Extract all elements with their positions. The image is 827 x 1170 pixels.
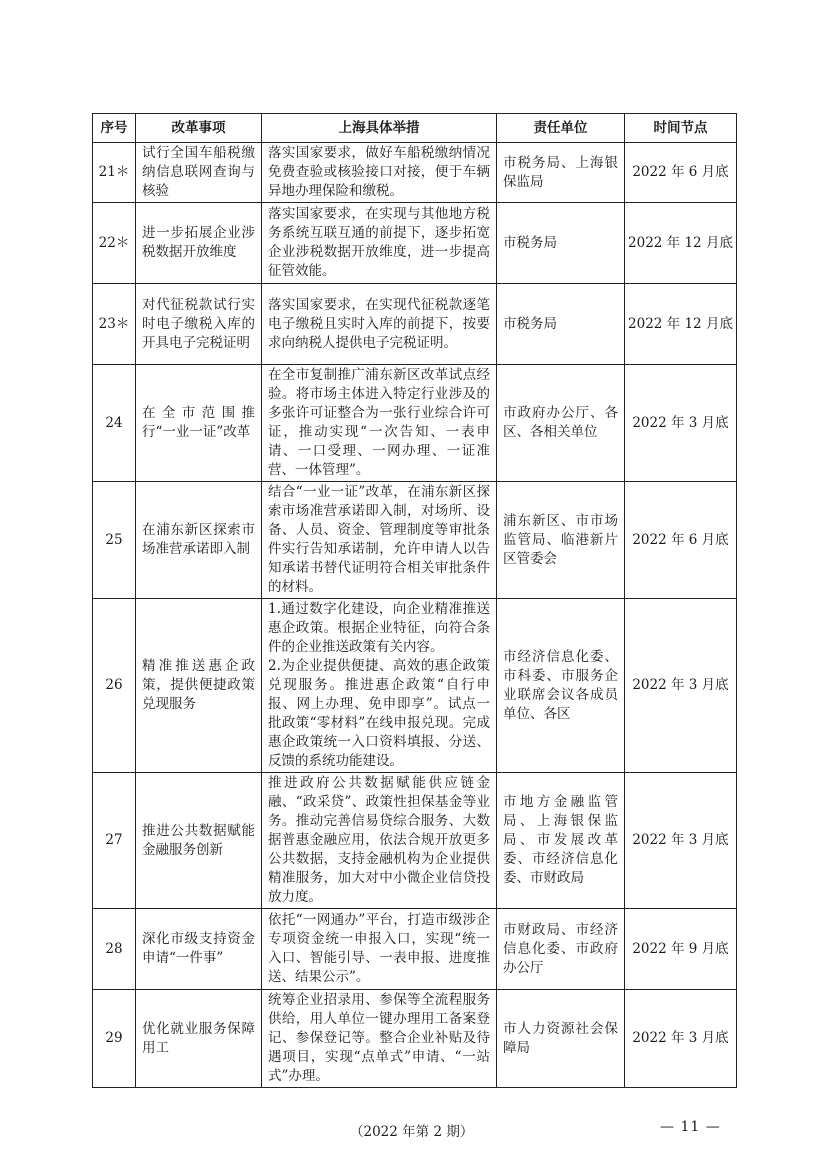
cell-responsible-unit: 市税务局 (497, 284, 625, 365)
table-row (93, 599, 737, 773)
cell-time-node: 2022 年 9 月底 (625, 909, 737, 990)
table-row (93, 284, 737, 365)
issue-label: （2022 年第 2 期） (350, 1124, 474, 1140)
page-number: — 11 — (660, 1119, 721, 1135)
table-row (93, 990, 737, 1088)
cell-serial-number: 24 (93, 365, 136, 482)
cell-responsible-unit: 浦东新区、市市场监管局、临港新片区管委会 (497, 482, 625, 599)
cell-measure: 统筹企业招录用、参保等全流程服务供给，用人单位一键办理用工备案登记、参保登记等。整合企业补贴及待遇项目，实现“点单式”申请、“一站式”办理。 (262, 990, 497, 1088)
cell-reform-item: 推进公共数据赋能金融服务创新 (136, 773, 262, 909)
cell-serial-number: 22＊ (93, 203, 136, 284)
cell-responsible-unit: 市人力资源社会保障局 (497, 990, 625, 1088)
cell-responsible-unit: 市地方金融监管局、上海银保监局、市发展改革委、市经济信息化委、市财政局 (497, 773, 625, 909)
cell-reform-item: 深化市级支持资金申请“一件事” (136, 909, 262, 990)
cell-serial-number: 23＊ (93, 284, 136, 365)
cell-time-node: 2022 年 6 月底 (625, 143, 737, 203)
cell-responsible-unit: 市政府办公厅、各区、各相关单位 (497, 365, 625, 482)
cell-time-node: 2022 年 12 月底 (625, 284, 737, 365)
cell-measure: 结合“一业一证”改革，在浦东新区探索市场准营承诺即入制，对场所、设备、人员、资金、管理制度等审批条件实行告知承诺制，允许申请人以告知承诺书替代证明符合相关审批条件的材料。 (262, 482, 497, 599)
cell-responsible-unit: 市税务局 (497, 203, 625, 284)
table-row (93, 365, 737, 482)
cell-reform-item: 在浦东新区探索市场准营承诺即入制 (136, 482, 262, 599)
cell-reform-item: 在全市范围推行“一业一证”改革 (136, 365, 262, 482)
header-time-node: 时间节点 (625, 114, 737, 143)
table-row (93, 482, 737, 599)
cell-time-node: 2022 年 12 月底 (625, 203, 737, 284)
cell-reform-item: 对代征税款试行实时电子缴税入库的开具电子完税证明 (136, 284, 262, 365)
cell-serial-number: 29 (93, 990, 136, 1088)
table-header-row (93, 114, 737, 143)
cell-measure: 落实国家要求，在实现与其他地方税务系统互联互通的前提下，逐步拓宽企业涉税数据开放维度，进一步提高征管效能。 (262, 203, 497, 284)
cell-measure: 在全市复制推广浦东新区改革试点经验。将市场主体进入特定行业涉及的多张许可证整合为一张行业综合许可证，推动实现“一次告知、一表申请、一口受理、一网办理、一证准营、一体管理”。 (262, 365, 497, 482)
cell-measure: 依托“一网通办”平台，打造市级涉企专项资金统一申报入口，实现“统一入口、智能引导、一表申报、进度推送、结果公示”。 (262, 909, 497, 990)
cell-serial-number: 21＊ (93, 143, 136, 203)
cell-time-node: 2022 年 6 月底 (625, 482, 737, 599)
table-row (93, 773, 737, 909)
cell-time-node: 2022 年 3 月底 (625, 773, 737, 909)
cell-serial-number: 26 (93, 599, 136, 773)
cell-time-node: 2022 年 3 月底 (625, 990, 737, 1088)
cell-serial-number: 28 (93, 909, 136, 990)
header-responsible-unit: 责任单位 (497, 114, 625, 143)
header-reform-item: 改革事项 (136, 114, 262, 143)
cell-measure: 落实国家要求，在实现代征税款逐笔电子缴税且实时入库的前提下，按要求向纳税人提供电子完税证明。 (262, 284, 497, 365)
cell-reform-item: 进一步拓展企业涉税数据开放维度 (136, 203, 262, 284)
cell-responsible-unit: 市税务局、上海银保监局 (497, 143, 625, 203)
cell-reform-item: 优化就业服务保障用工 (136, 990, 262, 1088)
cell-time-node: 2022 年 3 月底 (625, 365, 737, 482)
table-row (93, 143, 737, 203)
cell-responsible-unit: 市经济信息化委、市科委、市服务企业联席会议各成员单位、各区 (497, 599, 625, 773)
cell-measure: 落实国家要求，做好车船税缴纳情况免费查验或核验接口对接，便于车辆异地办理保险和缴税。 (262, 143, 497, 203)
reform-measures-table (92, 113, 737, 1088)
header-shanghai-measures: 上海具体举措 (262, 114, 497, 143)
table-row (93, 909, 737, 990)
cell-serial-number: 25 (93, 482, 136, 599)
cell-reform-item: 试行全国车船税缴纳信息联网查询与核验 (136, 143, 262, 203)
cell-reform-item: 精准推送惠企政策，提供便捷政策兑现服务 (136, 599, 262, 773)
cell-measure: 推进政府公共数据赋能供应链金融、“政采贷”、政策性担保基金等业务。推动完善信易贷综合服务、大数据普惠金融应用，依法合规开放更多公共数据，支持金融机构为企业提供精准服务，加大对中小微企业信贷投放力度。 (262, 773, 497, 909)
cell-measure: 1.通过数字化建设，向企业精准推送惠企政策。根据企业特征，向符合条件的企业推送政策有关内容。 2.为企业提供便捷、高效的惠企政策兑现服务。推进惠企政策“自行申报、网上办理、免申即享”。试点一批政策“零材料”在线申报兑现。完成惠企政策统一入口资料填报、分送、反馈的系统功能建设。 (262, 599, 497, 773)
cell-responsible-unit: 市财政局、市经济信息化委、市政府办公厅 (497, 909, 625, 990)
cell-serial-number: 27 (93, 773, 136, 909)
header-serial-number: 序号 (93, 114, 136, 143)
table-row (93, 203, 737, 284)
cell-time-node: 2022 年 3 月底 (625, 599, 737, 773)
